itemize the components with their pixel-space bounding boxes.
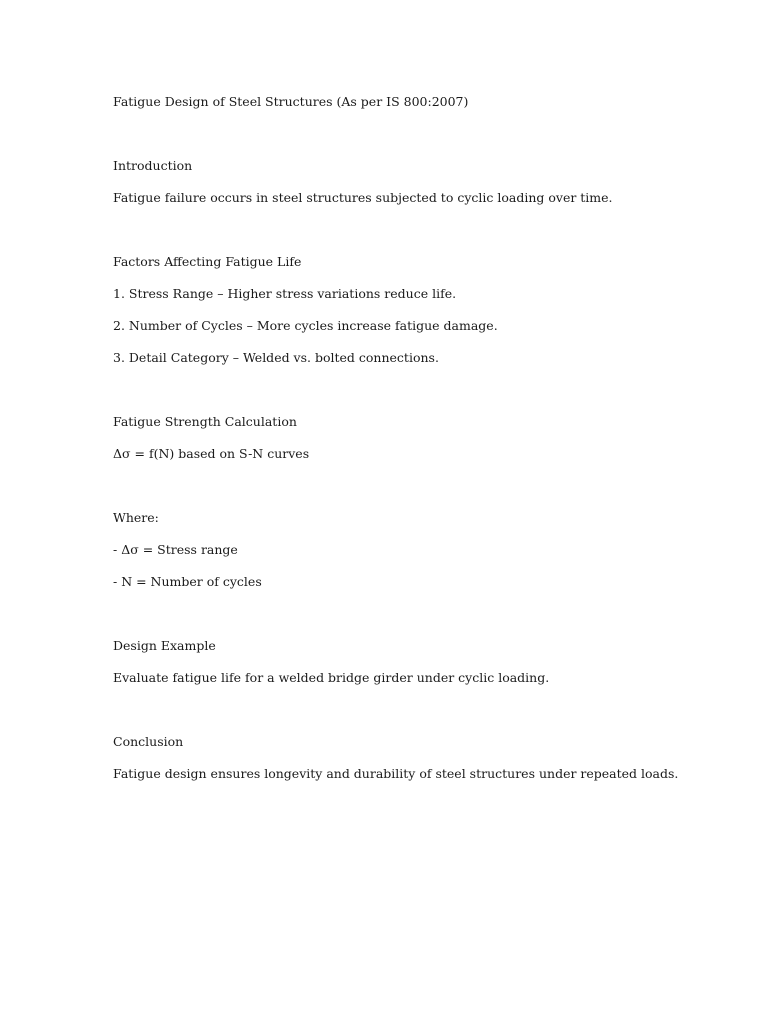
introduction-paragraph: Fatigue failure occurs in steel structures subjected to cyclic loading over time. <box>113 190 613 205</box>
conclusion-heading: Conclusion <box>113 734 184 749</box>
factor-item-number-of-cycles: 2. Number of Cycles – More cycles increase fatigue damage. <box>113 318 498 333</box>
introduction-heading: Introduction <box>113 158 193 173</box>
calculation-heading: Fatigue Strength Calculation <box>113 414 297 429</box>
definition-stress-range: - Δσ = Stress range <box>113 542 238 557</box>
definition-number-of-cycles: - N = Number of cycles <box>113 574 262 589</box>
factor-item-stress-range: 1. Stress Range – Higher stress variations reduce life. <box>113 286 457 301</box>
calculation-formula: Δσ = f(N) based on S-N curves <box>113 446 310 461</box>
design-example-heading: Design Example <box>113 638 216 653</box>
document-title: Fatigue Design of Steel Structures (As per IS 800:2007) <box>113 94 469 109</box>
where-label: Where: <box>113 510 159 525</box>
factor-item-detail-category: 3. Detail Category – Welded vs. bolted connections. <box>113 350 439 365</box>
factors-heading: Factors Affecting Fatigue Life <box>113 254 302 269</box>
conclusion-paragraph: Fatigue design ensures longevity and durability of steel structures under repeated loads. <box>113 766 679 781</box>
design-example-paragraph: Evaluate fatigue life for a welded bridge girder under cyclic loading. <box>113 670 550 685</box>
